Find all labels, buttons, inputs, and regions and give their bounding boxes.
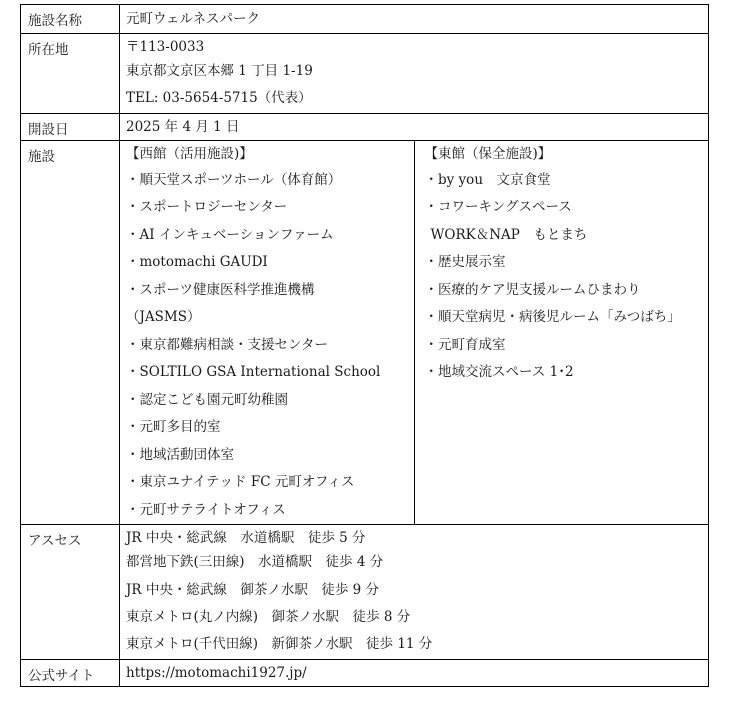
east-facility-item: ・順天堂病児・病後児ルーム「みつばち」 <box>424 309 681 326</box>
address: 東京都文京区本郷 1 丁目 1-19 <box>126 63 313 79</box>
row-facilities <box>21 140 709 525</box>
access-label: アスセス <box>21 525 120 660</box>
west-facility-item: ・認定こども園元町幼稚園 <box>126 391 288 408</box>
west-facility-item: ・東京ユナイテッド FC 元町オフィス <box>126 474 355 491</box>
facility-info-table <box>20 4 709 687</box>
east-facility-item: ・地域交流スペース 1･2 <box>424 364 574 381</box>
east-building-heading: 【東館（保全施設)】 <box>424 145 552 162</box>
row-opening-date <box>21 113 709 140</box>
facility-name-label: 施設名称 <box>21 5 120 34</box>
east-facility-item: ・by you 文京食堂 <box>424 171 551 188</box>
access-value <box>120 525 709 660</box>
access-route: 都営地下鉄(三田線) 水道橋駅 徒歩 4 分 <box>126 554 384 571</box>
row-official-site <box>21 659 709 686</box>
telephone: TEL: 03-5654-5715（代表） <box>126 90 312 107</box>
row-location <box>21 34 709 114</box>
east-facility-item: ・医療的ケア児支援ルームひまわり <box>424 281 641 298</box>
official-site-url: https://motomachi1927.jp/ <box>120 659 709 686</box>
west-facility-item: ・東京都難病相談・支援センター <box>126 336 328 353</box>
access-route: 東京メトロ(千代田線) 新御茶ノ水駅 徒歩 11 分 <box>126 636 433 653</box>
west-facility-item: ・SOLTILO GSA International School <box>126 364 381 381</box>
west-facility-item: ・motomachi GAUDI <box>126 254 268 271</box>
facility-name-value: 元町ウェルネスパーク <box>120 5 709 34</box>
east-facility-item: ・元町育成室 <box>424 336 506 353</box>
row-facility-name <box>21 5 709 34</box>
west-building-cell <box>120 140 415 525</box>
west-facility-item: ・AI インキュベーションファーム <box>126 226 334 243</box>
east-facility-item: ・コワーキングスペース <box>424 199 572 216</box>
row-access <box>21 525 709 660</box>
west-facility-item: ・元町多目的室 <box>126 419 221 436</box>
east-facility-item: ・歴史展示室 <box>424 254 506 271</box>
postal-code: 〒113-0033 <box>126 39 205 55</box>
access-route: JR 中央・総武線 水道橋駅 徒歩 5 分 <box>126 530 366 547</box>
access-route: JR 中央・総武線 御茶ノ水駅 徒歩 9 分 <box>126 581 380 598</box>
opening-date-label: 開設日 <box>21 113 120 140</box>
east-facility-item: WORK＆NAP もとまち <box>430 226 588 243</box>
location-value <box>120 34 709 114</box>
opening-date-value: 2025 年 4 月 1 日 <box>120 113 709 140</box>
west-facility-item: ・元町サテライトオフィス <box>126 501 286 518</box>
west-facility-item: ・地域活動団体室 <box>126 446 234 463</box>
west-facility-item: ・順天堂スポーツホール（体育館） <box>126 171 342 188</box>
west-facility-item: （JASMS） <box>126 309 201 326</box>
location-label: 所在地 <box>21 34 120 114</box>
west-facility-item: ・スポートロジーセンター <box>126 199 288 216</box>
west-facility-item: ・スポーツ健康医科学推進機構 <box>126 281 315 298</box>
east-building-cell <box>414 140 709 525</box>
access-route: 東京メトロ(丸ノ内線) 御茶ノ水駅 徒歩 8 分 <box>126 609 411 626</box>
facilities-label: 施設 <box>21 140 120 525</box>
west-building-heading: 【西館（活用施設)】 <box>126 145 253 162</box>
official-site-label: 公式サイト <box>21 659 120 686</box>
